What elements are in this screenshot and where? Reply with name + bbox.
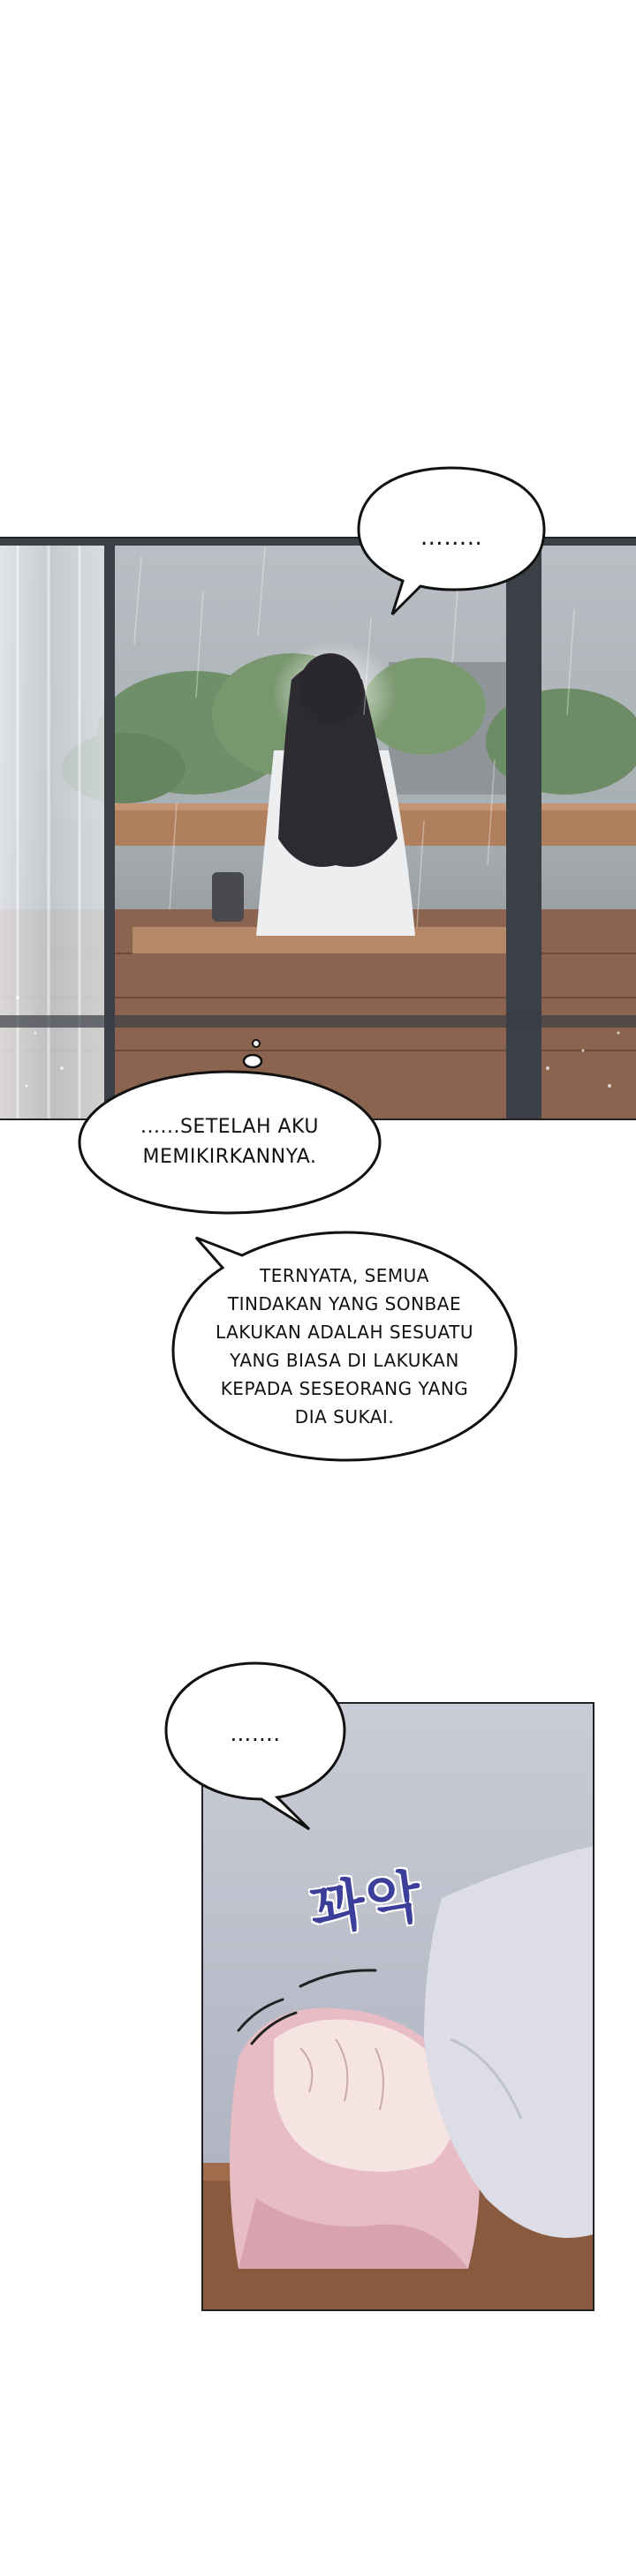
bubble-text: ……. — [230, 1721, 281, 1746]
speech-bubble-silence-1 — [355, 464, 548, 625]
speech-bubble-after-thinking — [76, 1033, 383, 1216]
bubble-text: ......SETELAH AKU MEMIKIRKANNYA. — [140, 1116, 319, 1168]
window-scene-illustration — [0, 539, 636, 1119]
sound-effect-grip: 꽈악 — [306, 1864, 428, 1945]
bubble-text: TERNYATA, SEMUA TINDAKAN YANG SONBAE LAKUKAN ADALAH SESUATU YANG BIASA DI LAKUKAN KEPADA SESEORANG YANG DIA SUKAI. — [215, 1265, 473, 1427]
bubble-text: …….. — [420, 524, 483, 551]
speech-bubble-realization — [170, 1229, 519, 1464]
speech-bubble-silence-2 — [163, 1660, 348, 1833]
